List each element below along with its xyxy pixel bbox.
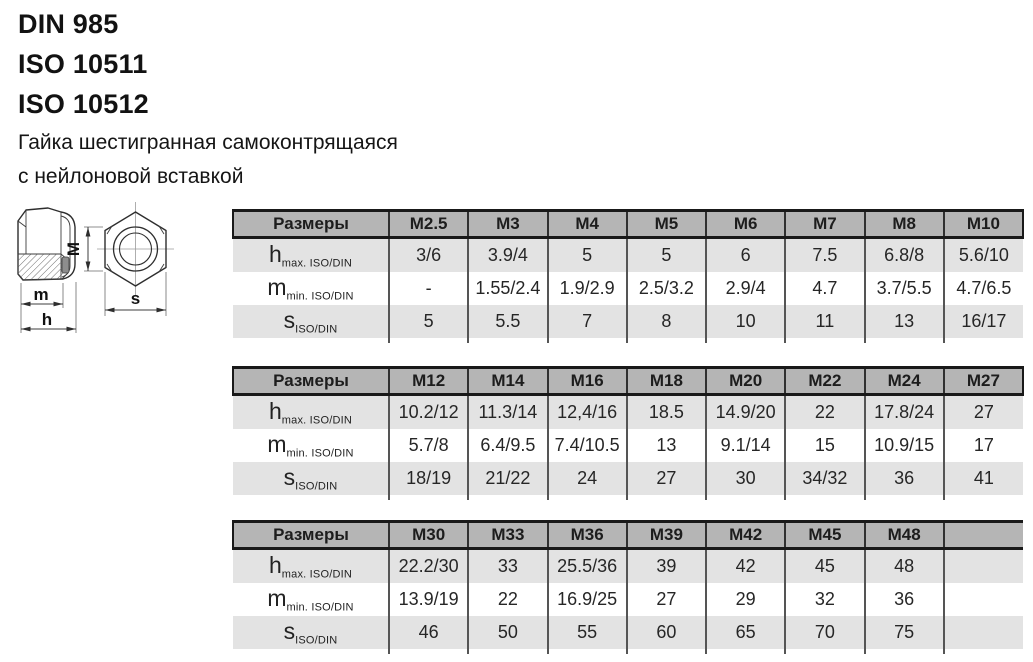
dimension-subscript: max. ISO/DIN bbox=[281, 257, 353, 270]
header-row bbox=[233, 211, 1023, 238]
value-cell: 22 bbox=[468, 583, 547, 616]
size-column-header: M16 bbox=[548, 368, 627, 395]
value-cell: 30 bbox=[706, 462, 785, 495]
value-cell: 34/32 bbox=[785, 462, 864, 495]
value-cell: 7 bbox=[548, 305, 627, 338]
table-row bbox=[233, 462, 1023, 495]
size-column-header: M6 bbox=[706, 211, 785, 238]
value-cell: 18.5 bbox=[627, 395, 706, 430]
value-cell: 5.5 bbox=[468, 305, 547, 338]
column-tick bbox=[468, 495, 547, 500]
nylon-insert bbox=[62, 257, 69, 273]
dimension-subscript: min. ISO/DIN bbox=[286, 601, 354, 614]
value-cell: 50 bbox=[468, 616, 547, 649]
value-cell: 2.5/3.2 bbox=[627, 272, 706, 305]
dimension-table-medium-sizes bbox=[232, 366, 1024, 500]
size-column-header: M33 bbox=[468, 522, 547, 549]
product-title-line2: с нейлоновой вставкой bbox=[18, 165, 244, 188]
dimension-symbol: s bbox=[283, 618, 296, 645]
header-row bbox=[233, 522, 1023, 549]
dimension-table-large-sizes bbox=[232, 520, 1023, 654]
value-cell: 25.5/36 bbox=[548, 549, 627, 584]
column-tick bbox=[468, 649, 547, 654]
column-tick bbox=[389, 338, 468, 343]
sizes-header-cell: Размеры bbox=[233, 368, 389, 395]
dim-label-thread-M: M bbox=[64, 241, 83, 257]
column-tick bbox=[944, 495, 1023, 500]
value-cell: 3.9/4 bbox=[468, 238, 547, 273]
table-row bbox=[233, 583, 1023, 616]
value-cell: 39 bbox=[627, 549, 706, 584]
row-label-cell bbox=[233, 549, 389, 584]
size-column-header: M45 bbox=[785, 522, 864, 549]
dimension-subscript: max. ISO/DIN bbox=[281, 568, 353, 581]
value-cell: 48 bbox=[865, 549, 944, 584]
value-cell: 32 bbox=[785, 583, 864, 616]
size-column-header: M5 bbox=[627, 211, 706, 238]
size-column-header: M39 bbox=[627, 522, 706, 549]
value-cell: 13 bbox=[865, 305, 944, 338]
header-row bbox=[233, 368, 1023, 395]
value-cell: 36 bbox=[865, 583, 944, 616]
column-tick bbox=[785, 649, 864, 654]
dimension-symbol: s bbox=[283, 464, 296, 491]
standard-line-iso2: ISO 10512 bbox=[18, 89, 149, 119]
value-cell: 11.3/14 bbox=[468, 395, 547, 430]
value-cell: 10 bbox=[706, 305, 785, 338]
value-cell: 10.9/15 bbox=[865, 429, 944, 462]
row-label-cell bbox=[233, 429, 389, 462]
value-cell: 5.7/8 bbox=[389, 429, 468, 462]
value-cell: 7.5 bbox=[785, 238, 864, 273]
value-cell: 55 bbox=[548, 616, 627, 649]
size-column-header: M14 bbox=[468, 368, 547, 395]
value-cell: 21/22 bbox=[468, 462, 547, 495]
value-cell: 22 bbox=[785, 395, 864, 430]
value-cell: 65 bbox=[706, 616, 785, 649]
column-tick bbox=[944, 649, 1023, 654]
value-cell: 2.9/4 bbox=[706, 272, 785, 305]
size-column-header: M12 bbox=[389, 368, 468, 395]
value-cell: 10.2/12 bbox=[389, 395, 468, 430]
dim-label-m: m bbox=[33, 285, 49, 304]
value-cell: 5 bbox=[627, 238, 706, 273]
value-cell: 45 bbox=[785, 549, 864, 584]
row-label-cell bbox=[233, 462, 389, 495]
value-cell: 6 bbox=[706, 238, 785, 273]
tick-row bbox=[233, 495, 1023, 500]
size-column-header: M8 bbox=[865, 211, 944, 238]
dimension-symbol: m bbox=[267, 585, 287, 612]
value-cell: 5.6/10 bbox=[944, 238, 1023, 273]
dimension-symbol: h bbox=[268, 552, 282, 579]
product-title-line1: Гайка шестигранная самоконтрящаяся bbox=[18, 131, 398, 154]
size-column-header: M27 bbox=[944, 368, 1023, 395]
column-tick bbox=[233, 338, 389, 343]
nut-top-view bbox=[97, 202, 174, 296]
column-tick bbox=[389, 495, 468, 500]
table-row bbox=[233, 616, 1023, 649]
value-cell: 3.7/5.5 bbox=[865, 272, 944, 305]
column-tick bbox=[627, 649, 706, 654]
value-cell: 13 bbox=[627, 429, 706, 462]
value-cell: 13.9/19 bbox=[389, 583, 468, 616]
value-cell: 5 bbox=[389, 305, 468, 338]
value-cell: 14.9/20 bbox=[706, 395, 785, 430]
table-row bbox=[233, 549, 1023, 584]
value-cell: 1.55/2.4 bbox=[468, 272, 547, 305]
column-tick bbox=[389, 649, 468, 654]
value-cell: 3/6 bbox=[389, 238, 468, 273]
standards-block bbox=[18, 4, 149, 124]
value-cell: 18/19 bbox=[389, 462, 468, 495]
size-column-header: M18 bbox=[627, 368, 706, 395]
column-tick bbox=[706, 495, 785, 500]
size-column-header: M36 bbox=[548, 522, 627, 549]
dimension-subscript: ISO/DIN bbox=[295, 323, 338, 336]
tick-row bbox=[233, 649, 1023, 654]
value-cell: 12,4/16 bbox=[548, 395, 627, 430]
value-cell: 1.9/2.9 bbox=[548, 272, 627, 305]
column-tick bbox=[944, 338, 1023, 343]
dimension-symbol: s bbox=[283, 307, 296, 334]
dimension-symbol: m bbox=[267, 274, 287, 301]
dim-label-s: s bbox=[130, 289, 141, 308]
value-cell: 6.4/9.5 bbox=[468, 429, 547, 462]
column-tick bbox=[706, 649, 785, 654]
value-cell: 75 bbox=[865, 616, 944, 649]
size-column-header: M24 bbox=[865, 368, 944, 395]
size-column-header bbox=[944, 522, 1023, 549]
value-cell: 7.4/10.5 bbox=[548, 429, 627, 462]
size-column-header: M2.5 bbox=[389, 211, 468, 238]
column-tick bbox=[627, 338, 706, 343]
size-column-header: M7 bbox=[785, 211, 864, 238]
dimension-subscript: ISO/DIN bbox=[295, 480, 338, 493]
column-tick bbox=[865, 495, 944, 500]
value-cell: 11 bbox=[785, 305, 864, 338]
dim-label-h: h bbox=[41, 310, 53, 329]
value-cell bbox=[944, 616, 1023, 649]
value-cell: 4.7/6.5 bbox=[944, 272, 1023, 305]
value-cell: 9.1/14 bbox=[706, 429, 785, 462]
section-hatch bbox=[18, 254, 68, 280]
table-row bbox=[233, 395, 1023, 430]
size-column-header: M20 bbox=[706, 368, 785, 395]
size-column-header: M22 bbox=[785, 368, 864, 395]
value-cell: 16/17 bbox=[944, 305, 1023, 338]
row-label-cell bbox=[233, 395, 389, 430]
nut-technical-drawing bbox=[6, 196, 231, 348]
table-row bbox=[233, 429, 1023, 462]
product-title bbox=[18, 126, 398, 194]
value-cell: 17 bbox=[944, 429, 1023, 462]
value-cell: - bbox=[389, 272, 468, 305]
column-tick bbox=[548, 338, 627, 343]
column-tick bbox=[548, 495, 627, 500]
size-column-header: M3 bbox=[468, 211, 547, 238]
value-cell: 8 bbox=[627, 305, 706, 338]
value-cell: 4.7 bbox=[785, 272, 864, 305]
value-cell: 33 bbox=[468, 549, 547, 584]
value-cell bbox=[944, 549, 1023, 584]
column-tick bbox=[785, 495, 864, 500]
table-row bbox=[233, 238, 1023, 273]
value-cell: 70 bbox=[785, 616, 864, 649]
column-tick bbox=[233, 495, 389, 500]
size-column-header: M10 bbox=[944, 211, 1023, 238]
value-cell: 5 bbox=[548, 238, 627, 273]
value-cell: 29 bbox=[706, 583, 785, 616]
column-tick bbox=[627, 495, 706, 500]
standard-line-din: DIN 985 bbox=[18, 9, 119, 39]
value-cell bbox=[944, 583, 1023, 616]
standard-line-iso1: ISO 10511 bbox=[18, 49, 148, 79]
size-column-header: M48 bbox=[865, 522, 944, 549]
size-column-header: M42 bbox=[706, 522, 785, 549]
dimension-subscript: max. ISO/DIN bbox=[281, 414, 353, 427]
value-cell: 24 bbox=[548, 462, 627, 495]
column-tick bbox=[706, 338, 785, 343]
dimension-table-small-sizes bbox=[232, 209, 1024, 343]
size-column-header: M30 bbox=[389, 522, 468, 549]
value-cell: 22.2/30 bbox=[389, 549, 468, 584]
table-row bbox=[233, 272, 1023, 305]
column-tick bbox=[548, 649, 627, 654]
value-cell: 27 bbox=[627, 462, 706, 495]
column-tick bbox=[233, 649, 389, 654]
value-cell: 16.9/25 bbox=[548, 583, 627, 616]
dimension-subscript: min. ISO/DIN bbox=[286, 290, 354, 303]
dimension-symbol: m bbox=[267, 431, 287, 458]
value-cell: 60 bbox=[627, 616, 706, 649]
row-label-cell bbox=[233, 305, 389, 338]
value-cell: 6.8/8 bbox=[865, 238, 944, 273]
value-cell: 46 bbox=[389, 616, 468, 649]
column-tick bbox=[468, 338, 547, 343]
dimension-subscript: ISO/DIN bbox=[295, 634, 338, 647]
row-label-cell bbox=[233, 583, 389, 616]
dimension-symbol: h bbox=[268, 241, 282, 268]
dimension-symbol: h bbox=[268, 398, 282, 425]
value-cell: 42 bbox=[706, 549, 785, 584]
size-column-header: M4 bbox=[548, 211, 627, 238]
value-cell: 17.8/24 bbox=[865, 395, 944, 430]
column-tick bbox=[785, 338, 864, 343]
row-label-cell bbox=[233, 272, 389, 305]
row-label-cell bbox=[233, 238, 389, 273]
value-cell: 27 bbox=[627, 583, 706, 616]
side-view-dimensions bbox=[21, 282, 76, 333]
row-label-cell bbox=[233, 616, 389, 649]
tick-row bbox=[233, 338, 1023, 343]
value-cell: 41 bbox=[944, 462, 1023, 495]
column-tick bbox=[865, 649, 944, 654]
value-cell: 15 bbox=[785, 429, 864, 462]
value-cell: 36 bbox=[865, 462, 944, 495]
dimension-subscript: min. ISO/DIN bbox=[286, 447, 354, 460]
sizes-header-cell: Размеры bbox=[233, 211, 389, 238]
sizes-header-cell: Размеры bbox=[233, 522, 389, 549]
value-cell: 27 bbox=[944, 395, 1023, 430]
table-row bbox=[233, 305, 1023, 338]
column-tick bbox=[865, 338, 944, 343]
